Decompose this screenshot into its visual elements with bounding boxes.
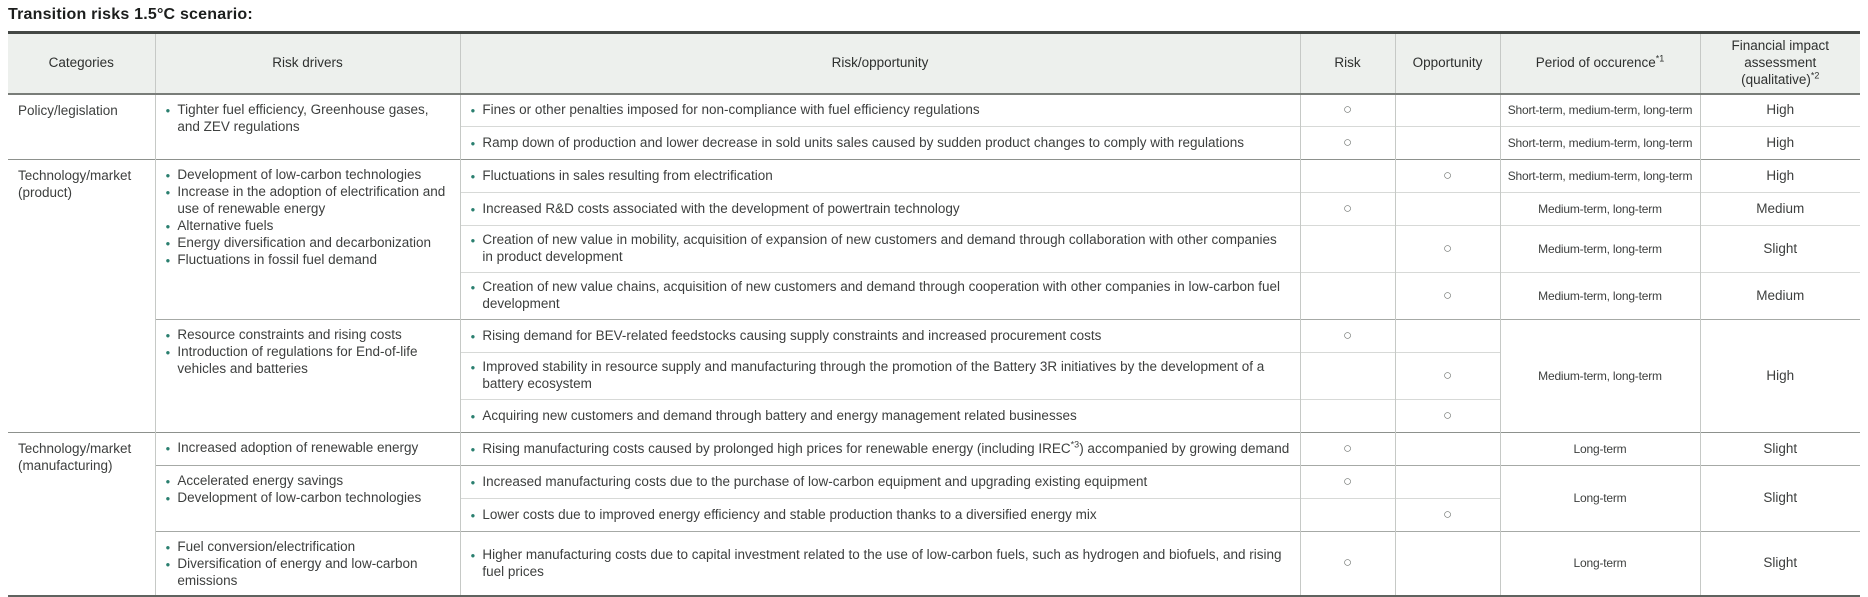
risk-driver-text: Development of low-carbon technologies xyxy=(177,167,422,183)
risk-marker-cell xyxy=(1300,532,1395,596)
circle-marker-icon: ○ xyxy=(1442,505,1453,523)
risk-driver-text: Resource constraints and rising costs xyxy=(177,327,402,343)
impact-cell: Slight xyxy=(1700,532,1860,596)
risk-marker-cell xyxy=(1300,400,1395,433)
risk-opportunity-text: Lower costs due to improved energy efficiency and stable production thanks to a diversified energy mix xyxy=(482,506,1097,522)
risk-opportunity-cell xyxy=(460,320,1300,353)
risk-opportunity-cell xyxy=(460,160,1300,193)
period-cell: Medium-term, long-term xyxy=(1500,226,1700,273)
table-row xyxy=(8,466,1860,499)
bullet-icon: ● xyxy=(165,171,171,181)
risk-driver-text: Fluctuations in fossil fuel demand xyxy=(177,251,377,267)
risk-opportunity-text: Improved stability in resource supply and manufacturing through the promotion of the Battery 3R initiatives by the development of a battery ecosystem xyxy=(482,359,1265,392)
bullet-icon: ● xyxy=(470,411,476,421)
risk-marker-cell xyxy=(1300,94,1395,127)
risk-driver-text: Alternative fuels xyxy=(177,217,274,233)
risk-opportunity-cell xyxy=(460,433,1300,466)
impact-cell: Slight xyxy=(1700,466,1860,532)
column-header-categories: Categories xyxy=(8,33,155,94)
impact-cell: Medium xyxy=(1700,193,1860,226)
risk-driver-text: Introduction of regulations for End-of-life vehicles and batteries xyxy=(177,344,418,376)
circle-marker-icon: ○ xyxy=(1442,286,1453,304)
risk-drivers-cell xyxy=(155,532,460,596)
opportunity-marker-cell xyxy=(1395,320,1500,353)
risk-drivers-cell xyxy=(155,466,460,532)
period-cell: Medium-term, long-term xyxy=(1500,273,1700,320)
column-header-period: Period of occurence$^{*1}$ xyxy=(1500,33,1700,94)
impact-cell: Slight xyxy=(1700,433,1860,466)
bullet-icon: ● xyxy=(165,105,171,115)
risk-marker-cell xyxy=(1300,466,1395,499)
risk-opportunity-text: Rising manufacturing costs caused by prolonged high prices for renewable energy (including IREC$^{*3}$) accompanied by growing demand xyxy=(482,439,1290,456)
risk-driver-text: Energy diversification and decarbonization xyxy=(177,234,431,250)
period-cell: Short-term, medium-term, long-term xyxy=(1500,160,1700,193)
bullet-icon: ● xyxy=(470,283,476,293)
circle-marker-icon: ○ xyxy=(1442,166,1453,184)
risk-opportunity-text: Creation of new value chains, acquisition of new customers and demand through cooperation with other companies in low-carbon fuel development xyxy=(482,279,1281,312)
impact-header-line2: (qualitative)$^{*2}$ xyxy=(1741,70,1820,87)
opportunity-marker-cell xyxy=(1395,273,1500,320)
risk-opportunity-cell xyxy=(460,400,1300,433)
risk-opportunity-text: Creation of new value in mobility, acquisition of expansion of new customers and demand through collaboration with other companies in product development xyxy=(482,232,1277,265)
bullet-icon: ● xyxy=(470,550,476,560)
bullet-icon: ● xyxy=(165,348,171,358)
period-cell: Medium-term, long-term xyxy=(1500,193,1700,226)
footnote-marker: *2 xyxy=(1810,70,1820,81)
risk-marker-cell xyxy=(1300,193,1395,226)
risk-opportunity-text: Increased R&D costs associated with the development of powertrain technology xyxy=(482,200,960,216)
table-row xyxy=(8,532,1860,596)
circle-marker-icon: ○ xyxy=(1342,439,1353,457)
opportunity-marker-cell xyxy=(1395,193,1500,226)
bullet-icon: ● xyxy=(470,171,476,181)
bullet-icon: ● xyxy=(165,543,171,553)
bullet-icon: ● xyxy=(470,510,476,520)
bullet-icon: ● xyxy=(165,255,171,265)
risk-opportunity-cell xyxy=(460,226,1300,273)
column-header-risk-opportunity: Risk/opportunity xyxy=(460,33,1300,94)
risk-opportunity-cell xyxy=(460,94,1300,127)
category-cell: Technology/market (product) xyxy=(8,160,155,433)
risk-opportunity-text: Higher manufacturing costs due to capital investment related to the use of low-carbon fuels, such as hydrogen and biofuels, and rising fuel prices xyxy=(482,546,1282,579)
circle-marker-icon: ○ xyxy=(1442,406,1453,424)
page-title: Transition risks 1.5°C scenario: xyxy=(8,6,253,23)
risk-opportunity-cell xyxy=(460,499,1300,532)
bullet-icon: ● xyxy=(165,238,171,248)
risk-opportunity-text: Increased manufacturing costs due to the purchase of low-carbon equipment and upgrading existing equipment xyxy=(482,473,1148,489)
circle-marker-icon: ○ xyxy=(1442,366,1453,384)
period-cell: Short-term, medium-term, long-term xyxy=(1500,94,1700,127)
circle-marker-icon: ○ xyxy=(1342,326,1353,344)
risk-drivers-cell xyxy=(155,433,460,466)
risk-opportunity-text: Fines or other penalties imposed for non-compliance with fuel efficiency regulations xyxy=(482,101,980,117)
risk-driver-text: Development of low-carbon technologies xyxy=(177,490,422,506)
column-header-risk: Risk xyxy=(1300,33,1395,94)
risk-marker-cell xyxy=(1300,160,1395,193)
header-row xyxy=(8,33,1860,94)
impact-cell: High xyxy=(1700,127,1860,160)
risk-opportunity-text: Ramp down of production and lower decrease in sold units sales caused by sudden product changes to comply with regulations xyxy=(482,134,1245,150)
column-header-opportunity: Opportunity xyxy=(1395,33,1500,94)
period-cell: Long-term xyxy=(1500,466,1700,532)
bullet-icon: ● xyxy=(165,444,171,454)
risk-driver-text: Diversification of energy and low-carbon emissions xyxy=(177,556,418,588)
risk-marker-cell xyxy=(1300,226,1395,273)
opportunity-marker-cell xyxy=(1395,160,1500,193)
table-row xyxy=(8,94,1860,127)
risk-marker-cell xyxy=(1300,433,1395,466)
table-row xyxy=(8,160,1860,193)
risk-opportunity-cell xyxy=(460,353,1300,400)
risk-opportunity-text: Rising demand for BEV-related feedstocks causing supply constraints and increased procurement costs xyxy=(482,327,1102,343)
risk-opportunity-cell xyxy=(460,273,1300,320)
transition-risks-table xyxy=(8,31,1860,597)
impact-cell: High xyxy=(1700,320,1860,433)
risk-driver-text: Increased adoption of renewable energy xyxy=(177,440,419,456)
circle-marker-icon: ○ xyxy=(1342,472,1353,490)
bullet-icon: ● xyxy=(470,331,476,341)
bullet-icon: ● xyxy=(470,138,476,148)
risk-marker-cell xyxy=(1300,273,1395,320)
impact-cell: Medium xyxy=(1700,273,1860,320)
opportunity-marker-cell xyxy=(1395,353,1500,400)
period-cell: Medium-term, long-term xyxy=(1500,320,1700,433)
circle-marker-icon: ○ xyxy=(1342,101,1353,118)
risk-marker-cell xyxy=(1300,499,1395,532)
risk-marker-cell xyxy=(1300,320,1395,353)
risk-opportunity-cell xyxy=(460,127,1300,160)
opportunity-marker-cell xyxy=(1395,400,1500,433)
table-row xyxy=(8,433,1860,466)
risk-drivers-cell xyxy=(155,94,460,160)
risk-marker-cell xyxy=(1300,353,1395,400)
circle-marker-icon: ○ xyxy=(1342,133,1353,151)
bullet-icon: ● xyxy=(165,494,171,504)
period-cell: Long-term xyxy=(1500,433,1700,466)
circle-marker-icon: ○ xyxy=(1442,239,1453,257)
period-cell: Short-term, medium-term, long-term xyxy=(1500,127,1700,160)
bullet-icon: ● xyxy=(470,363,476,373)
risk-opportunity-text: Acquiring new customers and demand through battery and energy management related businesses xyxy=(482,407,1077,423)
column-header-impact: Financial impact assessment (qualitative)$^{*2}$ xyxy=(1700,33,1860,94)
risk-drivers-cell xyxy=(155,160,460,320)
opportunity-marker-cell xyxy=(1395,499,1500,532)
bullet-icon: ● xyxy=(470,236,476,246)
category-cell: Technology/market (manufacturing) xyxy=(8,433,155,596)
risk-driver-text: Accelerated energy savings xyxy=(177,473,344,489)
bullet-icon: ● xyxy=(470,105,476,115)
opportunity-marker-cell xyxy=(1395,532,1500,596)
bullet-icon: ● xyxy=(470,444,476,454)
impact-cell: High xyxy=(1700,94,1860,127)
risk-opportunity-cell xyxy=(460,532,1300,596)
risk-opportunity-cell xyxy=(460,193,1300,226)
bullet-icon: ● xyxy=(165,331,171,341)
opportunity-marker-cell xyxy=(1395,433,1500,466)
bullet-icon: ● xyxy=(165,221,171,231)
footnote-marker: *1 xyxy=(1655,53,1665,64)
risk-marker-cell xyxy=(1300,127,1395,160)
impact-cell: Slight xyxy=(1700,226,1860,273)
opportunity-marker-cell xyxy=(1395,226,1500,273)
risk-opportunity-cell xyxy=(460,466,1300,499)
opportunity-marker-cell xyxy=(1395,127,1500,160)
circle-marker-icon: ○ xyxy=(1342,554,1353,572)
category-cell: Policy/legislation xyxy=(18,102,118,118)
bullet-icon: ● xyxy=(470,204,476,214)
bullet-icon: ● xyxy=(470,477,476,487)
bullet-icon: ● xyxy=(165,477,171,487)
risk-driver-text: Fuel conversion/electrification xyxy=(177,539,356,555)
bullet-icon: ● xyxy=(165,560,171,570)
table-row xyxy=(8,320,1860,353)
period-cell: Long-term xyxy=(1500,532,1700,596)
footnote-marker: *3 xyxy=(1070,439,1080,450)
risk-driver-text: Increase in the adoption of electrification and use of renewable energy xyxy=(177,184,446,216)
opportunity-marker-cell xyxy=(1395,466,1500,499)
column-header-risk-drivers: Risk drivers xyxy=(155,33,460,94)
impact-cell: High xyxy=(1700,160,1860,193)
circle-marker-icon: ○ xyxy=(1342,199,1353,217)
bullet-icon: ● xyxy=(165,188,171,198)
risk-drivers-cell xyxy=(155,320,460,433)
opportunity-marker-cell xyxy=(1395,94,1500,127)
risk-driver-text: Tighter fuel efficiency, Greenhouse gases, and ZEV regulations xyxy=(177,101,429,134)
risk-opportunity-text: Fluctuations in sales resulting from electrification xyxy=(482,167,773,183)
